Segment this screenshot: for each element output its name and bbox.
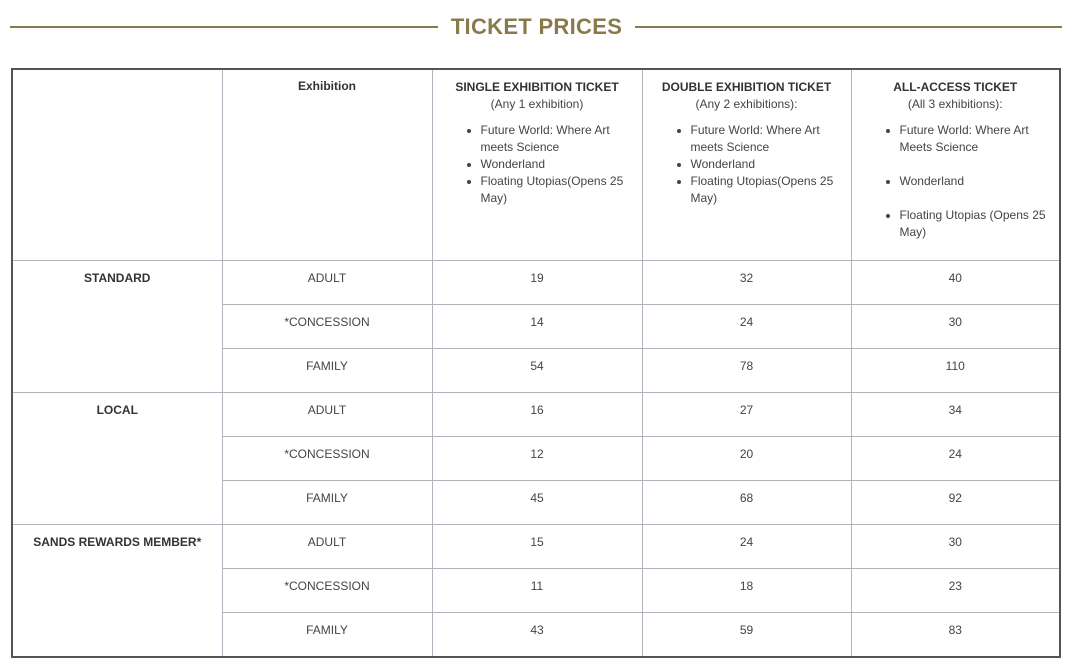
ticket-type-label: FAMILY	[306, 359, 348, 373]
ticket-type-label: ADULT	[307, 535, 347, 549]
group-cell	[12, 393, 222, 525]
ticket-type-cell	[222, 261, 432, 305]
price-cell	[432, 349, 642, 393]
price-value: 20	[739, 447, 754, 461]
ticket-type-cell	[222, 613, 432, 658]
group-label: SANDS REWARDS MEMBER*	[33, 535, 202, 549]
ticket-type-label: ADULT	[307, 403, 347, 417]
price-value: 92	[948, 491, 962, 505]
ticket-type-cell	[222, 305, 432, 349]
price-cell	[432, 437, 642, 481]
price-cell	[642, 481, 851, 525]
ticket-subtitle: (Any 1 exhibition)	[490, 97, 584, 111]
ticket-header-single	[432, 69, 642, 261]
price-cell	[851, 349, 1060, 393]
ticket-type-cell	[222, 349, 432, 393]
price-value: 34	[948, 403, 962, 417]
exhibition-item: • Future World: Where Art Meets Science	[900, 122, 1050, 156]
table-row	[12, 525, 1060, 569]
page-title: TICKET PRICES	[450, 14, 623, 39]
price-value: 78	[739, 359, 754, 373]
ticket-type-label: *CONCESSION	[284, 579, 370, 593]
price-value: 24	[948, 447, 962, 461]
price-cell	[432, 393, 642, 437]
ticket-subtitle: (All 3 exhibitions):	[907, 97, 1003, 111]
price-cell	[642, 569, 851, 613]
price-value: 19	[530, 271, 544, 285]
price-value: 23	[948, 579, 962, 593]
price-value: 83	[948, 623, 962, 637]
price-cell	[642, 613, 851, 658]
price-value: 110	[945, 359, 965, 373]
exhibition-item: • Floating Utopias(Opens 25 May)	[691, 173, 841, 207]
title-rule-left	[10, 26, 438, 28]
exhibition-item: • Floating Utopias (Opens 25 May)	[900, 207, 1050, 241]
exhibition-item: • Wonderland	[900, 173, 1050, 190]
price-cell	[642, 305, 851, 349]
price-value: 27	[739, 403, 754, 417]
price-cell	[851, 437, 1060, 481]
exhibition-list	[433, 122, 642, 207]
header-empty-cell	[12, 69, 222, 261]
group-label: STANDARD	[84, 271, 151, 285]
ticket-type-cell	[222, 569, 432, 613]
ticket-title: ALL-ACCESS TICKET	[893, 80, 1018, 94]
table-row	[12, 393, 1060, 437]
price-cell	[432, 525, 642, 569]
group-cell	[12, 261, 222, 393]
price-cell	[642, 437, 851, 481]
group-cell	[12, 525, 222, 658]
ticket-title: SINGLE EXHIBITION TICKET	[455, 80, 619, 94]
price-value: 30	[948, 535, 962, 549]
price-value: 12	[530, 447, 544, 461]
price-value: 24	[739, 535, 754, 549]
price-cell	[432, 481, 642, 525]
price-cell	[432, 569, 642, 613]
page-header	[10, 12, 1062, 42]
price-cell	[851, 393, 1060, 437]
table-row	[12, 261, 1060, 305]
price-cell	[432, 613, 642, 658]
price-value: 24	[739, 315, 754, 329]
price-value: 45	[530, 491, 544, 505]
price-value: 18	[739, 579, 754, 593]
price-value: 32	[739, 271, 754, 285]
ticket-type-label: FAMILY	[306, 491, 348, 505]
price-cell	[851, 569, 1060, 613]
price-value: 43	[530, 623, 544, 637]
price-cell	[642, 349, 851, 393]
ticket-subtitle: (Any 2 exhibitions):	[695, 97, 798, 111]
ticket-type-label: ADULT	[307, 271, 347, 285]
ticket-type-cell	[222, 525, 432, 569]
price-value: 14	[530, 315, 544, 329]
price-cell	[642, 393, 851, 437]
ticket-type-cell	[222, 437, 432, 481]
price-value: 15	[530, 535, 544, 549]
price-value: 59	[739, 623, 754, 637]
ticket-header-double	[642, 69, 851, 261]
ticket-type-cell	[222, 393, 432, 437]
exhibition-item: • Future World: Where Art meets Science	[691, 122, 841, 156]
price-value: 68	[739, 491, 754, 505]
price-cell	[432, 305, 642, 349]
price-value: 54	[530, 359, 544, 373]
price-cell	[851, 481, 1060, 525]
group-label: LOCAL	[96, 403, 138, 417]
price-cell	[432, 261, 642, 305]
price-value: 16	[530, 403, 544, 417]
exhibition-header-cell	[222, 69, 432, 261]
price-value: 30	[948, 315, 962, 329]
ticket-header-all-access	[851, 69, 1060, 261]
exhibition-item: • Wonderland	[691, 156, 841, 173]
ticket-type-label: *CONCESSION	[284, 447, 370, 461]
ticket-type-label: FAMILY	[306, 623, 348, 637]
exhibition-header: Exhibition	[298, 79, 356, 93]
ticket-title: DOUBLE EXHIBITION TICKET	[661, 80, 832, 94]
exhibition-item: • Future World: Where Art meets Science	[481, 122, 632, 156]
ticket-price-table	[11, 68, 1061, 658]
price-cell	[851, 305, 1060, 349]
price-cell	[851, 613, 1060, 658]
price-cell	[851, 525, 1060, 569]
title-rule-right	[635, 26, 1062, 28]
exhibition-item: • Wonderland	[481, 156, 632, 173]
ticket-type-label: *CONCESSION	[284, 315, 370, 329]
ticket-type-cell	[222, 481, 432, 525]
exhibition-item: • Floating Utopias(Opens 25 May)	[481, 173, 632, 207]
price-cell	[642, 525, 851, 569]
exhibition-list	[643, 122, 851, 207]
exhibition-list	[852, 122, 1060, 241]
price-value: 40	[948, 271, 962, 285]
price-value: 11	[530, 579, 544, 593]
price-cell	[642, 261, 851, 305]
header-row	[12, 69, 1060, 261]
price-cell	[851, 261, 1060, 305]
